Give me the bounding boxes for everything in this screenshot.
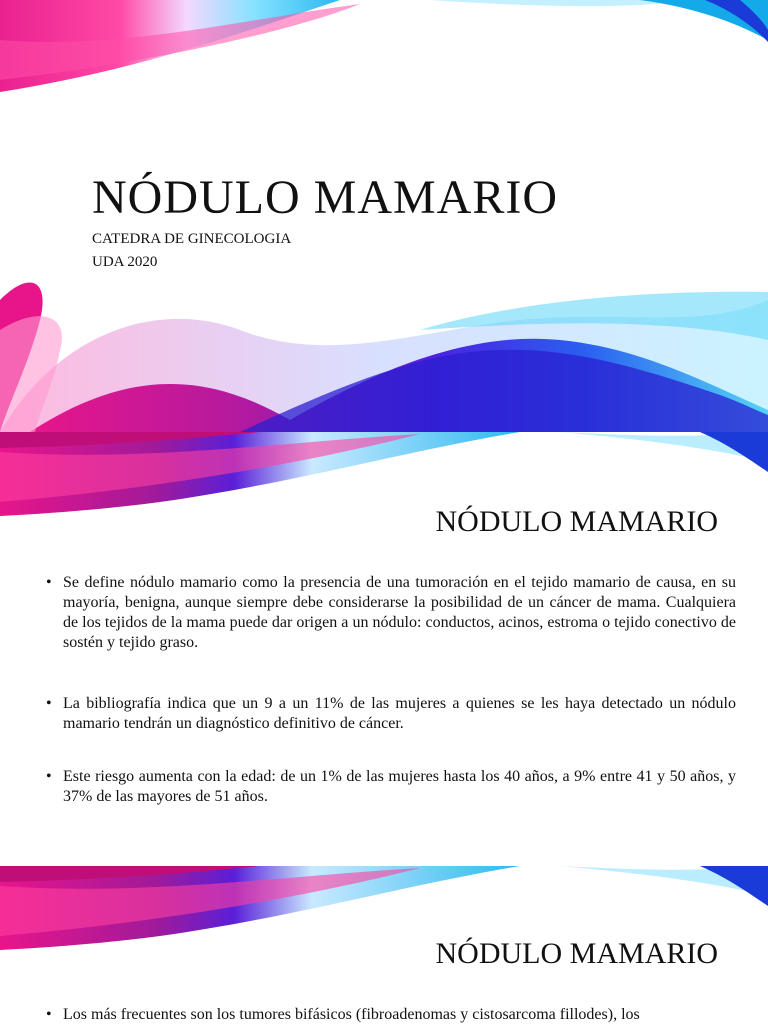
bullet-list <box>46 1005 736 1024</box>
bullet-list <box>46 573 736 807</box>
slide-title: NÓDULO MAMARIO <box>92 171 558 224</box>
subtitle-line: CATEDRA DE GINECOLOGIA <box>92 231 292 247</box>
content-slide <box>0 866 768 1024</box>
slide-title: NÓDULO MAMARIO <box>435 505 718 538</box>
bullet-item: • Los más frecuentes son los tumores bifásicos (fibroadenomas y cistosarcoma fillodes), los <box>46 1005 736 1024</box>
bullet-item: • La bibliografía indica que un 9 a un 11% de las mujeres a quienes se les haya detectado un nódulo mamario tendrán un diagnóstico definitivo de cáncer. <box>46 694 736 734</box>
subtitle-line: UDA 2020 <box>92 254 158 270</box>
bullet-item: • Este riesgo aumenta con la edad: de un 1% de las mujeres hasta los 40 años, a 9% entre 41 y 50 años, y 37% de las mayores de 51 años. <box>46 767 736 807</box>
bullet-item: • Se define nódulo mamario como la presencia de una tumoración en el tejido mamario de causa, en su mayoría, benigna, aunque siempre debe considerarse la posibilidad de un cáncer de mama. Cualquiera de los tejidos de la mama puede dar origen a un nódulo: conductos, acinos, estroma o tejido conectivo de sostén y tejido graso. <box>46 573 736 653</box>
content-slide <box>0 432 768 866</box>
slide-title: NÓDULO MAMARIO <box>435 937 718 970</box>
title-slide <box>0 0 768 432</box>
